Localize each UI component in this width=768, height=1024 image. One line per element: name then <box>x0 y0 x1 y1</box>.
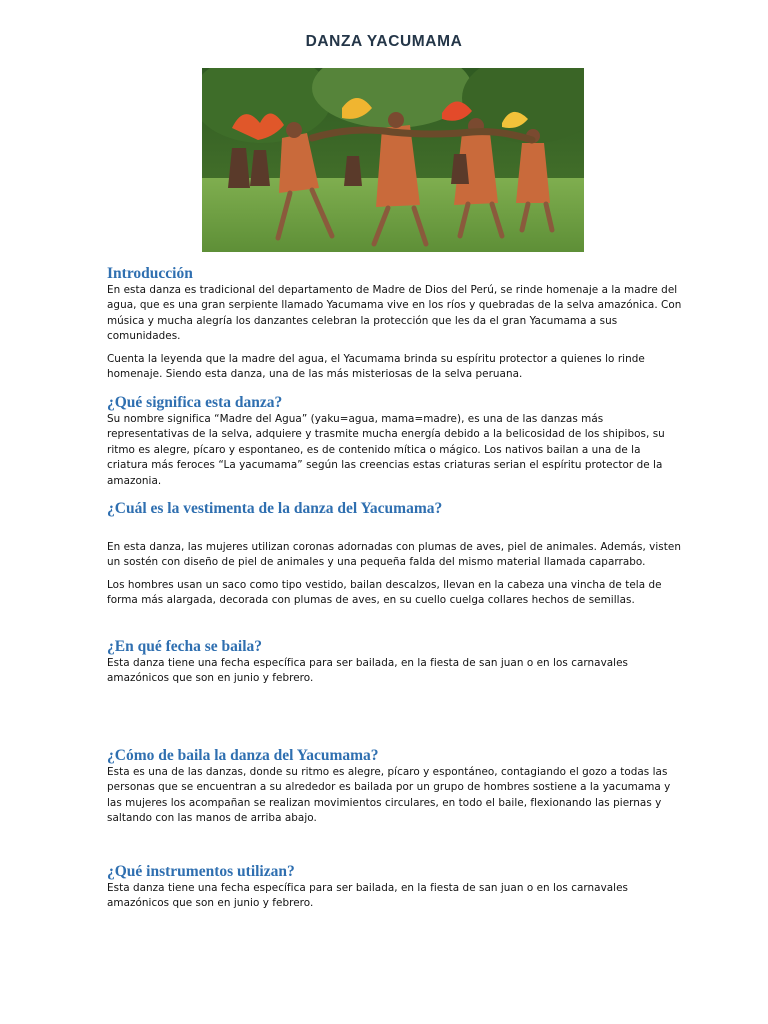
section-heading: Introducción <box>107 265 193 282</box>
section-heading: ¿Cómo de baila la danza del Yacumama? <box>107 747 379 764</box>
section-paragraph: Su nombre significa “Madre del Agua” (yaku=agua, mama=madre), es una de las danzas más representativas de la selva, adquiere y trasmite mucha energía debido a la belicosidad de los shipibos, su ritmo es alegre, pícaro y espontaneo, es de contenido mítica o mágico. Los nativos bailan a una de la criatura más feroces “La yacumama” según las creencias estas criaturas serian el espíritu protector de la amazonia. <box>107 413 665 487</box>
section-paragraph: Esta es una de las danzas, donde su ritmo es alegre, pícaro y espontáneo, contagiando el gozo a todas las personas que se encuentran a su alrededor es bailada por un grupo de hombres sostiene a la yacumama y las mujeres los acompañan se realizan movimientos circulares, en todo el baile, flexionando las piernas y saltando con las manos de arriba abajo. <box>107 766 671 825</box>
section-paragraph: Los hombres usan un saco como tipo vestido, bailan descalzos, llevan en la cabeza una vincha de tela de forma más alargada, decorada con plumas de aves, en su cuello cuelga collares hechos de semillas. <box>107 578 662 607</box>
section-como-baila <box>107 747 682 827</box>
section-paragraph: En esta danza, las mujeres utilizan coronas adornadas con plumas de aves, piel de animales. Además, visten un sostén con diseño de piel de animales y una pequeña falda del mismo material llamada caparrabo. <box>107 541 681 569</box>
section-paragraph: Esta danza tiene una fecha específica para ser bailada, en la fiesta de san juan o en los carnavales amazónicos que son en junio y febrero. <box>107 657 629 685</box>
section-fecha <box>107 638 682 687</box>
section-heading: ¿Cuál es la vestimenta de la danza del Yacumama? <box>107 500 443 517</box>
section-vestimenta <box>107 500 682 609</box>
dancers-illustration <box>202 68 584 252</box>
section-instrumentos <box>107 863 682 912</box>
section-heading: ¿Qué significa esta danza? <box>107 394 283 411</box>
document-title: DANZA YACUMAMA <box>305 33 463 50</box>
section-paragraph: Esta danza tiene una fecha específica para ser bailada, en la fiesta de san juan o en los carnavales amazónicos que son en junio y febrero. <box>107 882 629 910</box>
section-paragraph: En esta danza es tradicional del departamento de Madre de Dios del Perú, se rinde homenaje a la madre del agua, que es una gran serpiente llamado Yacumama vive en los ríos y quebradas de la selva amazónica. Con música y mucha alegría los danzantes celebran la protección que les da el gran Yacumama a sus comunidades. <box>107 284 682 343</box>
section-significado <box>107 394 682 489</box>
dancers-photo <box>202 68 584 252</box>
section-heading: ¿Qué instrumentos utilizan? <box>107 863 295 880</box>
section-heading: ¿En qué fecha se baila? <box>107 638 263 655</box>
section-introduccion <box>107 265 682 382</box>
section-paragraph: Cuenta la leyenda que la madre del agua, el Yacumama brinda su espíritu protector a quienes lo rinde homenaje. Siendo esta danza, una de las más misteriosas de la selva peruana. <box>107 352 645 381</box>
